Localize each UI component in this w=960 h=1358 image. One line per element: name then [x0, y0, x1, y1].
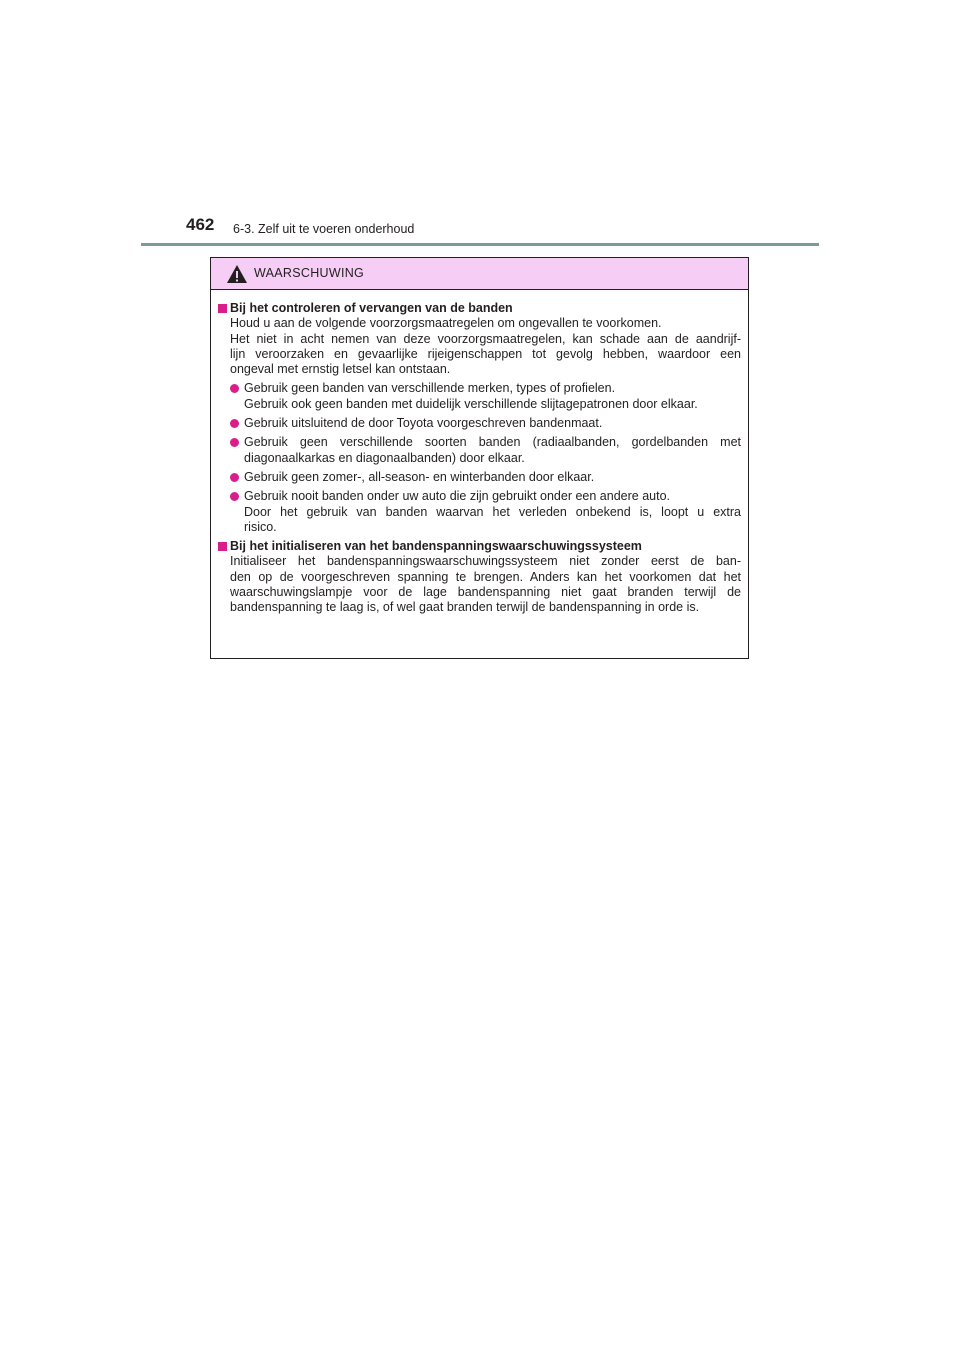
bullet-item: Gebruik nooit banden onder uw auto die zijn gebruikt onder een andere auto. Door het gebruik van banden waarvan het verleden onbekend is, loopt u extra risico.	[218, 489, 741, 535]
bullet-dot-icon	[230, 473, 239, 482]
square-bullet-icon	[218, 542, 227, 551]
square-bullet-icon	[218, 304, 227, 313]
intro-line: den op de voorgeschreven spanning te brengen. Anders kan het voorkomen dat het	[230, 569, 741, 584]
intro-line: waarschuwingslampje voor de lage bandenspanning niet gaat branden terwijl de	[230, 585, 741, 600]
intro-line: ongeval met ernstig letsel kan ontstaan.	[230, 362, 451, 377]
bullet-item: Gebruik geen banden van verschillende merken, types of profielen. Gebruik ook geen banden met duidelijk verschillende slijtagepatronen door elkaar.	[218, 381, 741, 412]
header-rule	[141, 243, 819, 246]
section-heading: Bij het initialiseren van het bandenspanningswaarschuwingssysteem	[218, 539, 741, 554]
page-number: 462	[186, 215, 215, 234]
section-heading: Bij het controleren of vervangen van de banden	[218, 301, 741, 316]
intro-line: Houd u aan de volgende voorzorgsmaatregelen om ongevallen te voorkomen.	[230, 316, 662, 331]
warning-body	[211, 290, 748, 616]
bullet-item: Gebruik uitsluitend de door Toyota voorgeschreven bandenmaat.	[218, 416, 741, 431]
section-intro	[218, 554, 741, 615]
section-title: 6-3. Zelf uit te voeren onderhoud	[233, 222, 415, 236]
warning-triangle-icon	[226, 264, 248, 284]
bullet-dot-icon	[230, 492, 239, 501]
bullet-dot-icon	[230, 384, 239, 393]
warning-title: WAARSCHUWING	[254, 266, 365, 280]
bullet-item: Gebruik geen zomer-, all-season- en winterbanden door elkaar.	[218, 470, 741, 485]
bullet-dot-icon	[230, 438, 239, 447]
bullet-dot-icon	[230, 419, 239, 428]
section-intro	[218, 316, 741, 377]
warning-header	[211, 258, 748, 290]
bullet-item: Gebruik geen verschillende soorten banden (radiaalbanden, gordelbanden met diagonaalkarkas en diagonaalbanden) door elkaar.	[218, 435, 741, 466]
intro-line: Het niet in acht nemen van deze voorzorgsmaatregelen, kan schade aan de aandrijf-	[230, 331, 741, 346]
warning-box	[210, 257, 749, 659]
intro-line: lijn veroorzaken en gevaarlijke rijeigenschappen tot gevolg hebben, waardoor een	[230, 346, 741, 361]
intro-line: bandenspanning te laag is, of wel gaat branden terwijl de bandenspanning in orde is.	[230, 600, 700, 615]
intro-line: Initialiseer het bandenspanningswaarschuwingssysteem niet zonder eerst de ban-	[230, 554, 741, 569]
